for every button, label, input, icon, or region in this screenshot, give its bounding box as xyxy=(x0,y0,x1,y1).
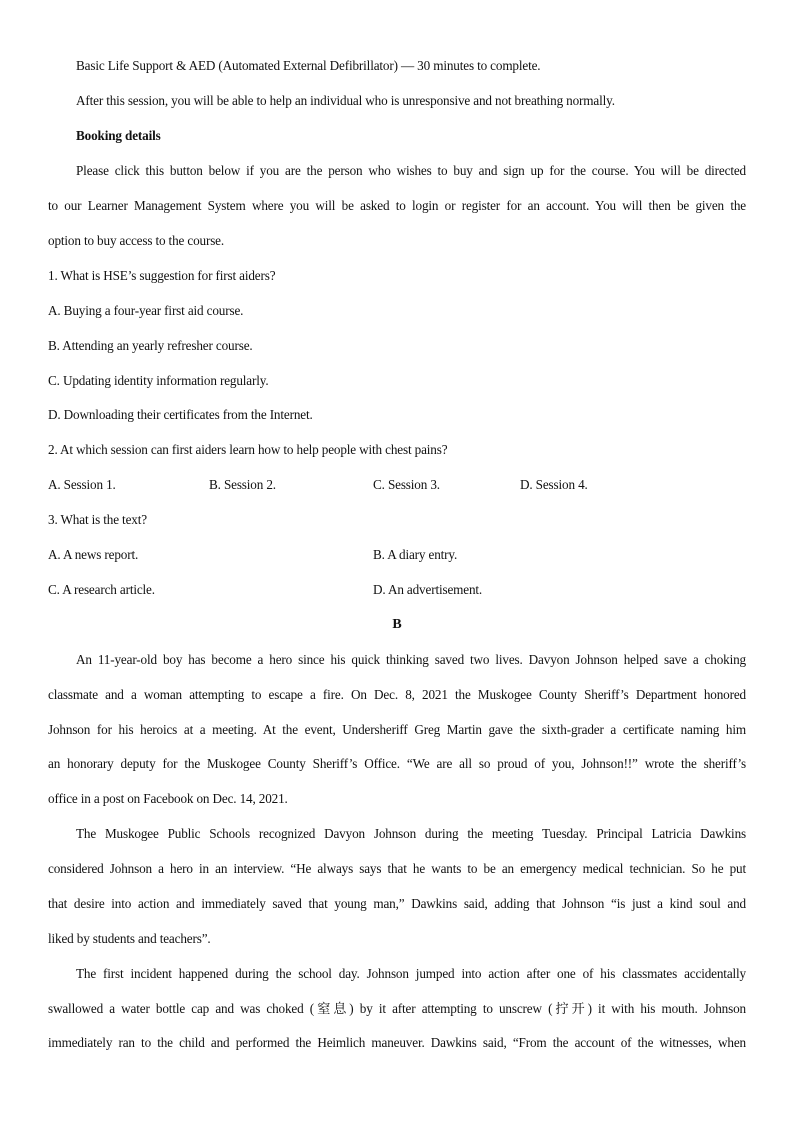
question-1-option-d: D. Downloading their certificates from the Internet. xyxy=(48,407,313,422)
paragraph-line: Johnson for his heroics at a meeting. At the event, Undersheriff Greg Martin gave the sixth-grader a certificate naming him xyxy=(48,722,746,737)
question-3-option-d: D. An advertisement. xyxy=(373,582,483,597)
question-2-stem: 2. At which session can first aiders learn how to help people with chest pains? xyxy=(48,442,448,457)
question-1-option-c: C. Updating identity information regularly. xyxy=(48,373,269,388)
question-1-stem: 1. What is HSE’s suggestion for first aiders? xyxy=(48,268,276,283)
booking-paragraph-line: option to buy access to the course. xyxy=(48,233,225,248)
question-2-option-a: A. Session 1. xyxy=(48,477,116,492)
question-1-option-b: B. Attending an yearly refresher course. xyxy=(48,338,253,353)
booking-paragraph-line: Please click this button below if you are the person who wishes to buy and sign up for the course. You will be directed xyxy=(76,163,746,178)
section-title: B xyxy=(392,617,402,632)
paragraph-line: The Muskogee Public Schools recognized Davyon Johnson during the meeting Tuesday. Principal Latricia Dawkins xyxy=(76,826,746,841)
session-outcome: After this session, you will be able to help an individual who is unresponsive and not breathing normally. xyxy=(76,93,615,108)
question-1-option-a: A. Buying a four-year first aid course. xyxy=(48,303,244,318)
paragraph-line: classmate and a woman attempting to escape a fire. On Dec. 8, 2021 the Muskogee County Sheriff’s Department honored xyxy=(48,687,746,702)
paragraph-line: swallowed a water bottle cap and was choked (窒息) by it after attempting to unscrew (拧开) it with his mouth. Johnson xyxy=(48,1001,746,1016)
question-3-stem: 3. What is the text? xyxy=(48,512,147,527)
question-2-option-c: C. Session 3. xyxy=(373,477,440,492)
question-2-option-d: D. Session 4. xyxy=(520,477,588,492)
question-2-options xyxy=(48,476,746,494)
question-3-options-row-1 xyxy=(48,546,746,564)
question-2-option-b: B. Session 2. xyxy=(209,477,276,492)
paragraph-line: considered Johnson a hero in an interview. “He always says that he wants to be an emergency medical technician. So he put xyxy=(48,861,746,876)
paragraph-line: immediately ran to the child and performed the Heimlich maneuver. Dawkins said, “From the account of the witnesses, when xyxy=(48,1035,746,1050)
paragraph-line: An 11-year-old boy has become a hero since his quick thinking saved two lives. Davyon Johnson helped save a choking xyxy=(76,652,746,667)
paragraph-line: an honorary deputy for the Muskogee County Sheriff’s Office. “We are all so proud of you, Johnson!!” wrote the sheriff’s xyxy=(48,756,746,771)
question-3-options-row-2 xyxy=(48,581,746,599)
booking-paragraph-line: to our Learner Management System where you will be asked to login or register for an account. You will then be given the xyxy=(48,198,746,213)
paragraph-line: office in a post on Facebook on Dec. 14, 2021. xyxy=(48,791,288,806)
paragraph-line: liked by students and teachers”. xyxy=(48,931,211,946)
paragraph-line: The first incident happened during the school day. Johnson jumped into action after one of his classmates accidentally xyxy=(76,966,746,981)
question-3-option-a: A. A news report. xyxy=(48,547,139,562)
question-3-option-c: C. A research article. xyxy=(48,582,155,597)
booking-heading: Booking details xyxy=(76,128,161,143)
question-3-option-b: B. A diary entry. xyxy=(373,547,458,562)
paragraph-line: that desire into action and immediately saved that young man,” Dawkins said, adding that Johnson “is just a kind soul and xyxy=(48,896,746,911)
course-description: Basic Life Support & AED (Automated External Defibrillator) — 30 minutes to complete. xyxy=(76,58,541,73)
